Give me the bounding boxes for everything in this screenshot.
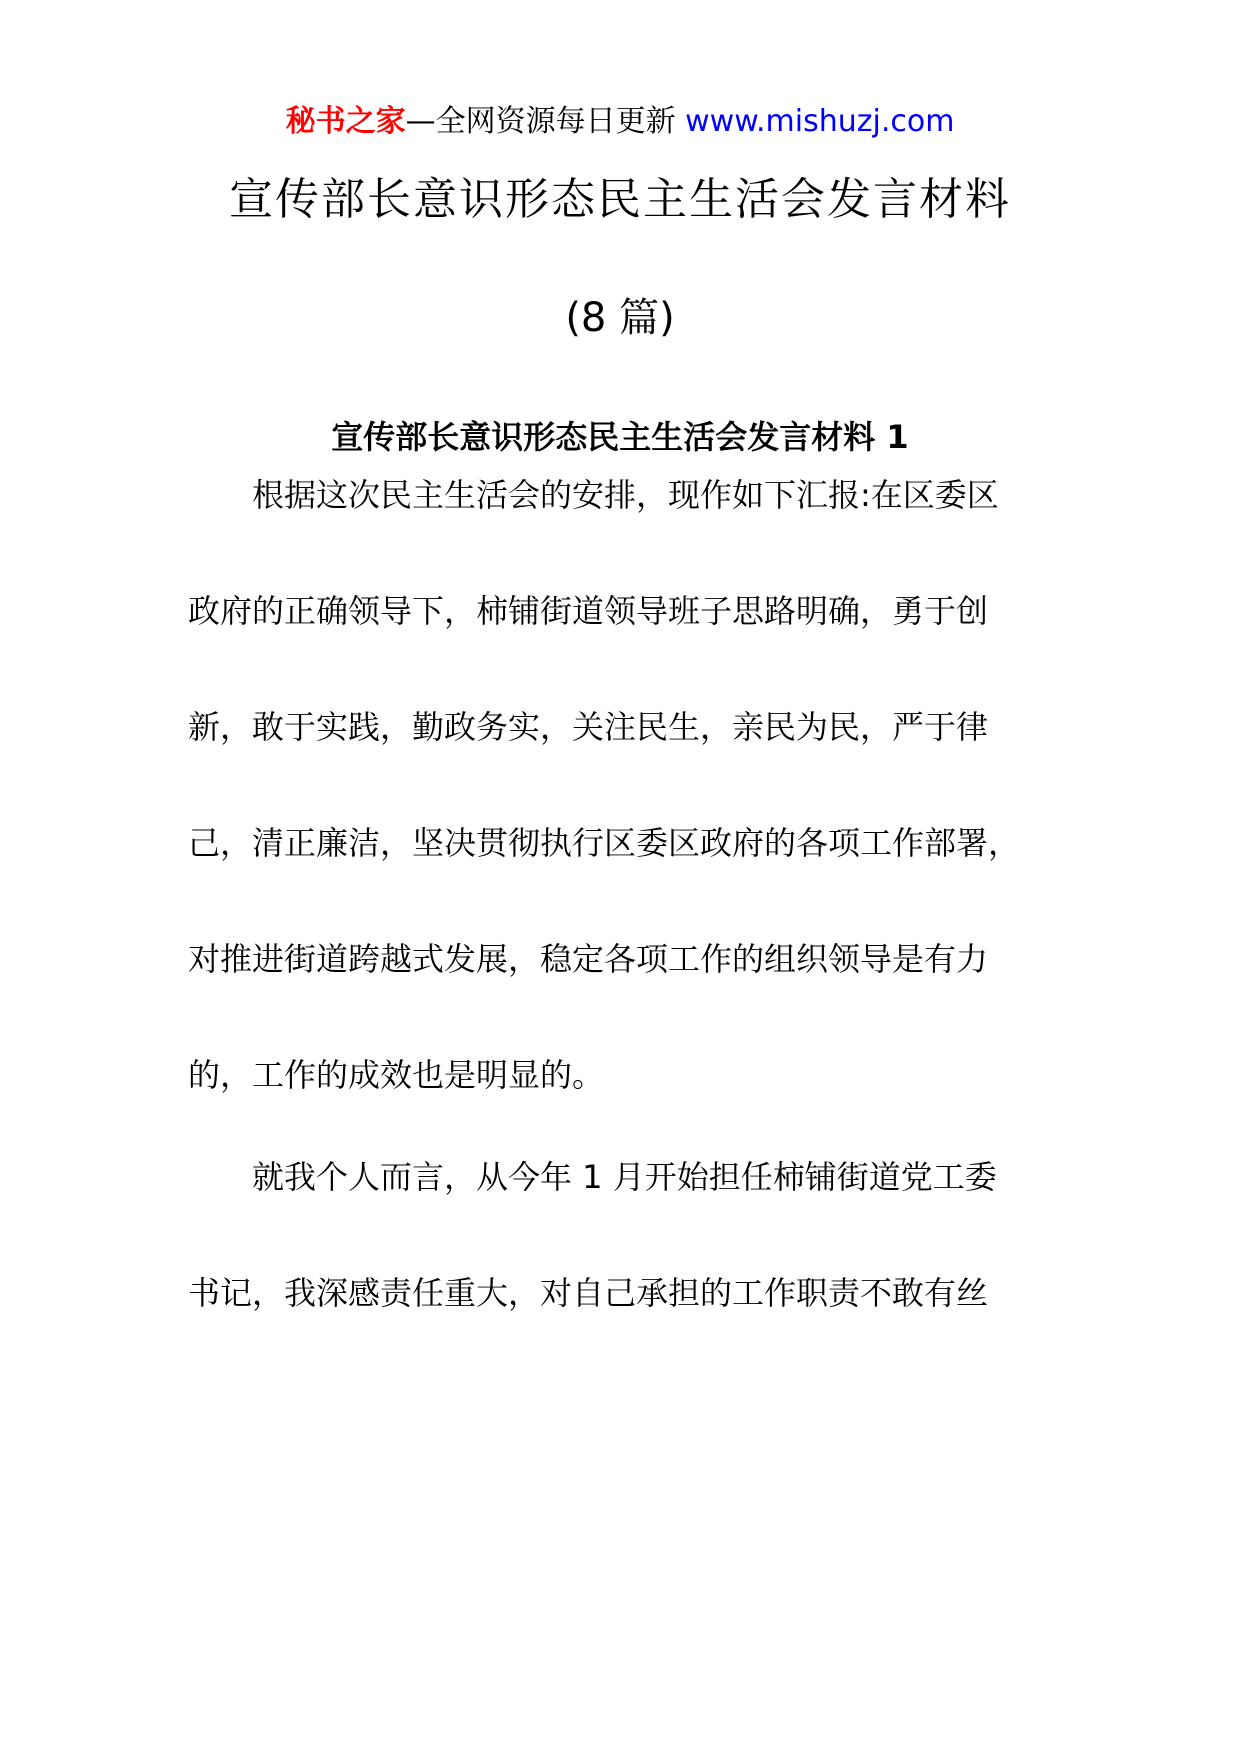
site-brand: 秘书之家 [285,104,406,139]
paragraph-1-line: 政府的正确领导下，柿铺街道领导班子思路明确，勇于创 [188,592,989,630]
paragraph-2-line: 书记，我深感责任重大，对自己承担的工作职责不敢有丝 [188,1274,989,1312]
paragraph-1-line: 己，清正廉洁，坚决贯彻执行区委区政府的各项工作部署， [188,824,1021,862]
document-subtitle: (8 篇) [565,295,675,341]
paragraph-1-line: 新，敢于实践，勤政务实，关注民生，亲民为民，严于律 [188,708,989,746]
paragraph-2-line: 就我个人而言，从今年 1 月开始担任柿铺街道党工委 [188,1158,997,1196]
paragraph-1-line: 对推进街道跨越式发展，稳定各项工作的组织领导是有力 [188,940,989,978]
section-heading: 宣传部长意识形态民主生活会发言材料 1 [331,418,909,456]
site-tagline: —全网资源每日更新 [405,104,676,139]
paragraph-1-line: 根据这次民主生活会的安排，现作如下汇报:在区委区 [188,476,999,514]
document-title: 宣传部长意识形态民主生活会发言材料 [229,174,1011,225]
paragraph-1-line: 的，工作的成效也是明显的。 [188,1056,605,1094]
site-url-link[interactable]: www.mishuzj.com [685,104,955,139]
site-header [0,100,1240,144]
